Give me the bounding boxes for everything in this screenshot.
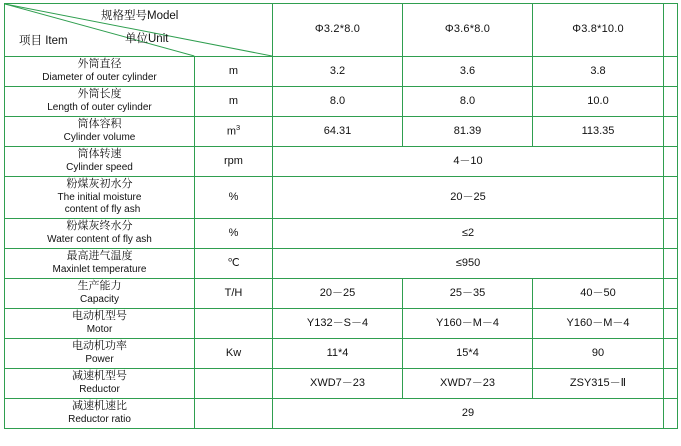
row-label-cn: 粉煤灰终水分 xyxy=(66,220,133,233)
row-label-en: Cylinder speed xyxy=(66,162,133,174)
row-value-3: 90 xyxy=(533,339,664,369)
row-label-cn: 外筒直径 xyxy=(77,58,122,71)
row-value-3: 40－50 xyxy=(533,279,664,309)
row-label-en: Power xyxy=(85,354,114,366)
row-value-2: Y160－M－4 xyxy=(403,309,533,339)
specification-table xyxy=(4,3,678,429)
table-row xyxy=(5,117,678,147)
row-label xyxy=(5,249,195,279)
row-value-1: 11*4 xyxy=(273,339,403,369)
row-label-en: Length of outer cylinder xyxy=(47,102,152,114)
row-label-en: Motor xyxy=(86,324,113,336)
row-label-en: Maxinlet temperature xyxy=(52,264,147,276)
table-row xyxy=(5,57,678,87)
row-label xyxy=(5,177,195,219)
row-label xyxy=(5,147,195,177)
row-label xyxy=(5,87,195,117)
row-label-cn: 粉煤灰初水分 xyxy=(66,178,133,191)
row-label xyxy=(5,339,195,369)
row-label-cn: 减速机速比 xyxy=(72,400,127,413)
row-spacer-cell xyxy=(664,249,678,279)
row-value-1: 8.0 xyxy=(273,87,403,117)
row-value-1: Y132－S－4 xyxy=(273,309,403,339)
row-label-en-cont: content of fly ash xyxy=(64,204,141,216)
row-value-merged: ≤950 xyxy=(273,249,664,279)
row-unit: ℃ xyxy=(195,249,273,279)
table-row xyxy=(5,219,678,249)
header-model-col-1: Φ3.2*8.0 xyxy=(273,4,403,57)
row-value-3: ZSY315－Ⅱ xyxy=(533,369,664,399)
row-value-1: XWD7－23 xyxy=(273,369,403,399)
table-row xyxy=(5,147,678,177)
row-unit: Kw xyxy=(195,339,273,369)
spec-sheet xyxy=(0,3,681,446)
row-spacer-cell xyxy=(664,177,678,219)
table-row xyxy=(5,399,678,429)
table-row xyxy=(5,87,678,117)
row-label xyxy=(5,57,195,87)
row-value-2: 81.39 xyxy=(403,117,533,147)
row-value-2: 15*4 xyxy=(403,339,533,369)
header-model-label: 规格型号Model xyxy=(101,10,179,22)
row-unit xyxy=(195,399,273,429)
row-value-2: 25－35 xyxy=(403,279,533,309)
row-value-1: 3.2 xyxy=(273,57,403,87)
row-value-3: 10.0 xyxy=(533,87,664,117)
row-spacer-cell xyxy=(664,279,678,309)
row-value-3: 113.35 xyxy=(533,117,664,147)
header-unit-label: 单位Unit xyxy=(125,33,169,45)
row-unit-exponent: 3 xyxy=(236,123,241,133)
row-spacer-cell xyxy=(664,87,678,117)
row-value-merged: 29 xyxy=(273,399,664,429)
row-label-cn: 最高进气温度 xyxy=(66,250,133,263)
row-unit: % xyxy=(195,177,273,219)
table-row xyxy=(5,369,678,399)
row-label-en: Water content of fly ash xyxy=(47,234,152,246)
row-label-en: Capacity xyxy=(80,294,119,306)
row-unit: rpm xyxy=(195,147,273,177)
row-unit-base: m xyxy=(226,125,236,138)
row-unit xyxy=(195,309,273,339)
table-row xyxy=(5,177,678,219)
row-value-merged: 20－25 xyxy=(273,177,664,219)
row-unit: m xyxy=(195,87,273,117)
row-value-2: XWD7－23 xyxy=(403,369,533,399)
row-value-merged: 4－10 xyxy=(273,147,664,177)
row-label-cn: 生产能力 xyxy=(77,280,122,293)
row-label-en: Cylinder volume xyxy=(63,132,136,144)
row-label-cn: 外筒长度 xyxy=(77,88,122,101)
row-spacer-cell xyxy=(664,369,678,399)
row-label xyxy=(5,279,195,309)
row-unit xyxy=(195,369,273,399)
table-row xyxy=(5,309,678,339)
row-spacer-cell xyxy=(664,399,678,429)
row-spacer-cell xyxy=(664,219,678,249)
row-label-cn: 电动机型号 xyxy=(72,310,127,323)
table-row xyxy=(5,249,678,279)
row-label-cn: 电动机功率 xyxy=(72,340,127,353)
row-label-en: Diameter of outer cylinder xyxy=(42,72,157,84)
row-label xyxy=(5,369,195,399)
row-label-en: Reductor xyxy=(79,384,120,396)
row-label-cn: 筒体容积 xyxy=(77,118,122,131)
row-label xyxy=(5,399,195,429)
row-unit: T/H xyxy=(195,279,273,309)
header-model-col-3: Φ3.8*10.0 xyxy=(533,4,664,57)
row-spacer-cell xyxy=(664,309,678,339)
row-label xyxy=(5,309,195,339)
row-value-2: 8.0 xyxy=(403,87,533,117)
row-value-1: 64.31 xyxy=(273,117,403,147)
row-spacer-cell xyxy=(664,339,678,369)
row-value-3: 3.8 xyxy=(533,57,664,87)
row-unit: % xyxy=(195,219,273,249)
header-spacer-cell xyxy=(664,4,678,57)
row-value-1: 20－25 xyxy=(273,279,403,309)
row-unit: m xyxy=(195,57,273,87)
header-item-label: 项目 Item xyxy=(19,35,68,47)
table-header-row xyxy=(5,4,678,57)
row-value-3: Y160－M－4 xyxy=(533,309,664,339)
row-label-en: Reductor ratio xyxy=(68,414,131,426)
row-label-en: The initial moisture xyxy=(57,191,142,203)
row-unit xyxy=(195,117,273,147)
row-spacer-cell xyxy=(664,57,678,87)
row-label xyxy=(5,219,195,249)
header-model-col-2: Φ3.6*8.0 xyxy=(403,4,533,57)
row-value-2: 3.6 xyxy=(403,57,533,87)
header-corner-cell xyxy=(5,4,273,57)
table-row xyxy=(5,339,678,369)
row-spacer-cell xyxy=(664,147,678,177)
table-row xyxy=(5,279,678,309)
row-label-cn: 筒体转速 xyxy=(77,148,122,161)
row-label-cn: 减速机型号 xyxy=(72,370,127,383)
row-spacer-cell xyxy=(664,117,678,147)
row-label xyxy=(5,117,195,147)
row-value-merged: ≤2 xyxy=(273,219,664,249)
